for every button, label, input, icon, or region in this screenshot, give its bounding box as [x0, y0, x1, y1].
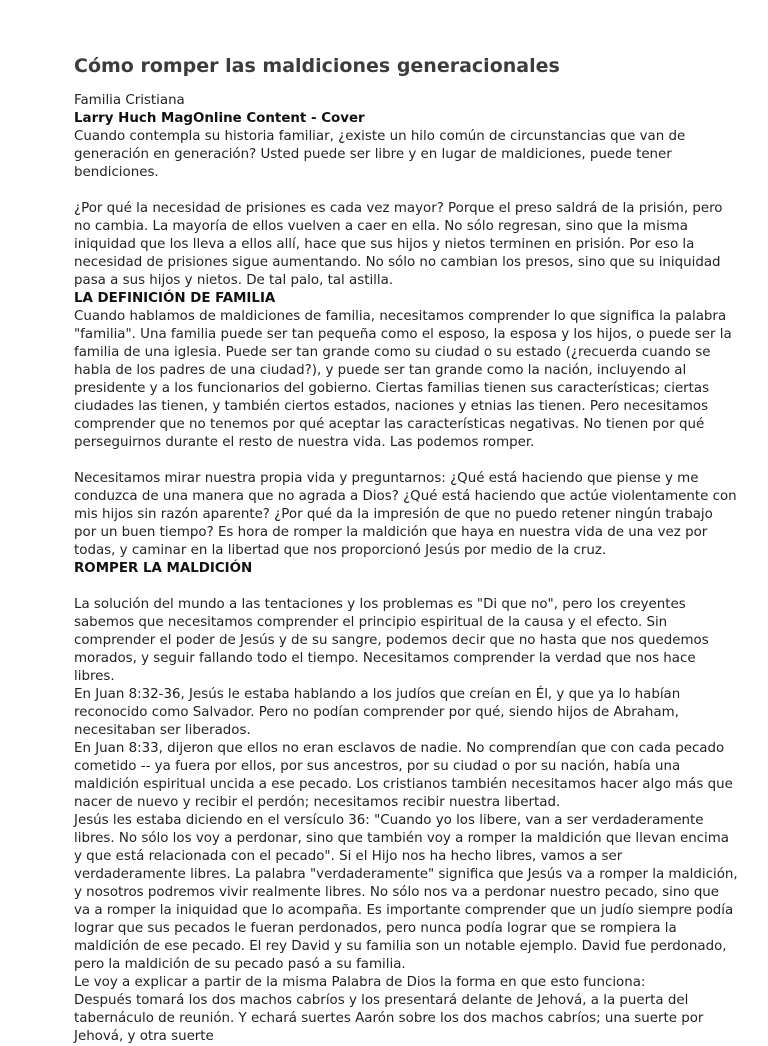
page-title: Cómo romper las maldiciones generacionales: [74, 55, 560, 77]
byline-source: Familia Cristiana: [74, 93, 185, 108]
document-page: [74, 54, 738, 1046]
paragraph-machos-cabrios: Después tomará los dos machos cabríos y los presentará delante de Jehová, a la puerta del tabernáculo de reunión. Y echará suertes Aarón sobre los dos machos cabríos; una suerte por Jehová, y otra suerte: [74, 993, 704, 1044]
paragraph-versiculo-36: Jesús les estaba diciendo en el versículo 36: "Cuando yo los libere, van a ser verdaderamente libres. No sólo los voy a perdonar, sino que también voy a romper la maldición que llevan encima y que está relacionada con el pecado". Si el Hijo nos ha hecho libres, vamos a ser verdaderamente libres. La palabra "verdaderamente" significa que Jesús va a romper la maldición, y nosotros podremos vivir realmente libres. No sólo nos va a perdonar nuestro pecado, sino que va a romper la iniquidad que lo acompaña. Es importante comprender que un judío siempre podía lograr que sus pecados le fueran perdonados, pero nunca podía lograr que se rompiera la maldición de ese pecado. El rey David y su familia son un notable ejemplo. David fue perdonado, pero la maldición de su pecado pasó a su familia.: [74, 813, 738, 972]
paragraph-familia: Cuando hablamos de maldiciones de familia, necesitamos comprender lo que significa la palabra "familia". Una familia puede ser tan pequeña como el esposo, la esposa y los hijos, o puede ser la familia de una iglesia. Puede ser tan grande como su ciudad o su estado (¿recuerda cuando se habla de los padres de una ciudad?), y puede ser tan grande como la nación, incluyendo al presidente y a los funcionarios del gobierno. Ciertas familias tienen sus características; ciertas ciudades las tienen, y también ciertos estados, naciones y etnias las tienen. Pero necesitamos comprender que no tenemos por qué aceptar las características negativas. No tienen por qué perseguirnos durante el resto de nuestra vida. Las podemos romper.: [74, 309, 732, 450]
paragraph-prisiones: ¿Por qué la necesidad de prisiones es cada vez mayor? Porque el preso saldrá de la prisión, pero no cambia. La mayoría de ellos vuelven a caer en ella. No sólo regresan, sino que la misma iniquidad que los lleva a ellos allí, hace que sus hijos y nietos terminen en prisión. Por eso la necesidad de prisiones sigue aumentando. No sólo no cambian los presos, sino que su iniquidad pasa a sus hijos y nietos. De tal palo, tal astilla.: [74, 201, 723, 288]
section-heading-romper: ROMPER LA MALDICIÓN: [74, 561, 253, 576]
paragraph-explicar: Le voy a explicar a partir de la misma Palabra de Dios la forma en que esto funciona:: [74, 975, 646, 990]
paragraph-juan-8-33: En Juan 8:33, dijeron que ellos no eran esclavos de nadie. No comprendían que con cada pecado cometido -- ya fuera por ellos, por sus ancestros, por su ciudad o por su nación, había una maldición espiritual uncida a ese pecado. Los cristianos también necesitamos hacer algo más que nacer de nuevo y recibir el perdón; necesitamos recibir nuestra libertad.: [74, 741, 733, 810]
spacer: [74, 578, 738, 596]
intro-paragraph: Cuando contempla su historia familiar, ¿existe un hilo común de circunstancias que van de generación en generación? Usted puede ser libre y en lugar de maldiciones, puede tener bendiciones.: [74, 129, 686, 180]
section-heading-definicion: LA DEFINICIÓN DE FAMILIA: [74, 291, 276, 306]
paragraph-mirar-vida: Necesitamos mirar nuestra propia vida y preguntarnos: ¿Qué está haciendo que piense y me conduzca de una manera que no agrada a Dios? ¿Qué está haciendo que actúe violentamente con mis hijos sin razón aparente? ¿Por qué da la impresión de que no puedo retener ningún trabajo por un buen tiempo? Es hora de romper la maldición que haya en nuestra vida de una vez por todas, y caminar en la libertad que nos proporcionó Jesús por medio de la cruz.: [74, 471, 737, 558]
spacer: [74, 182, 738, 200]
byline-author: Larry Huch MagOnline Content - Cover: [74, 111, 365, 126]
paragraph-juan-8-32: En Juan 8:32-36, Jesús le estaba hablando a los judíos que creían en Él, y que ya lo habían reconocido como Salvador. Pero no podían comprender por qué, siendo hijos de Abraham, necesitaban ser liberados.: [74, 687, 681, 738]
spacer: [74, 452, 738, 470]
paragraph-solucion: La solución del mundo a las tentaciones y los problemas es "Di que no", pero los creyentes sabemos que necesitamos comprender el principio espiritual de la causa y el efecto. Sin comprender el poder de Jesús y de su sangre, podemos decir que no hasta que nos quedemos morados, y seguir fallando todo el tiempo. Necesitamos comprender la verdad que nos hace libres.: [74, 597, 709, 684]
